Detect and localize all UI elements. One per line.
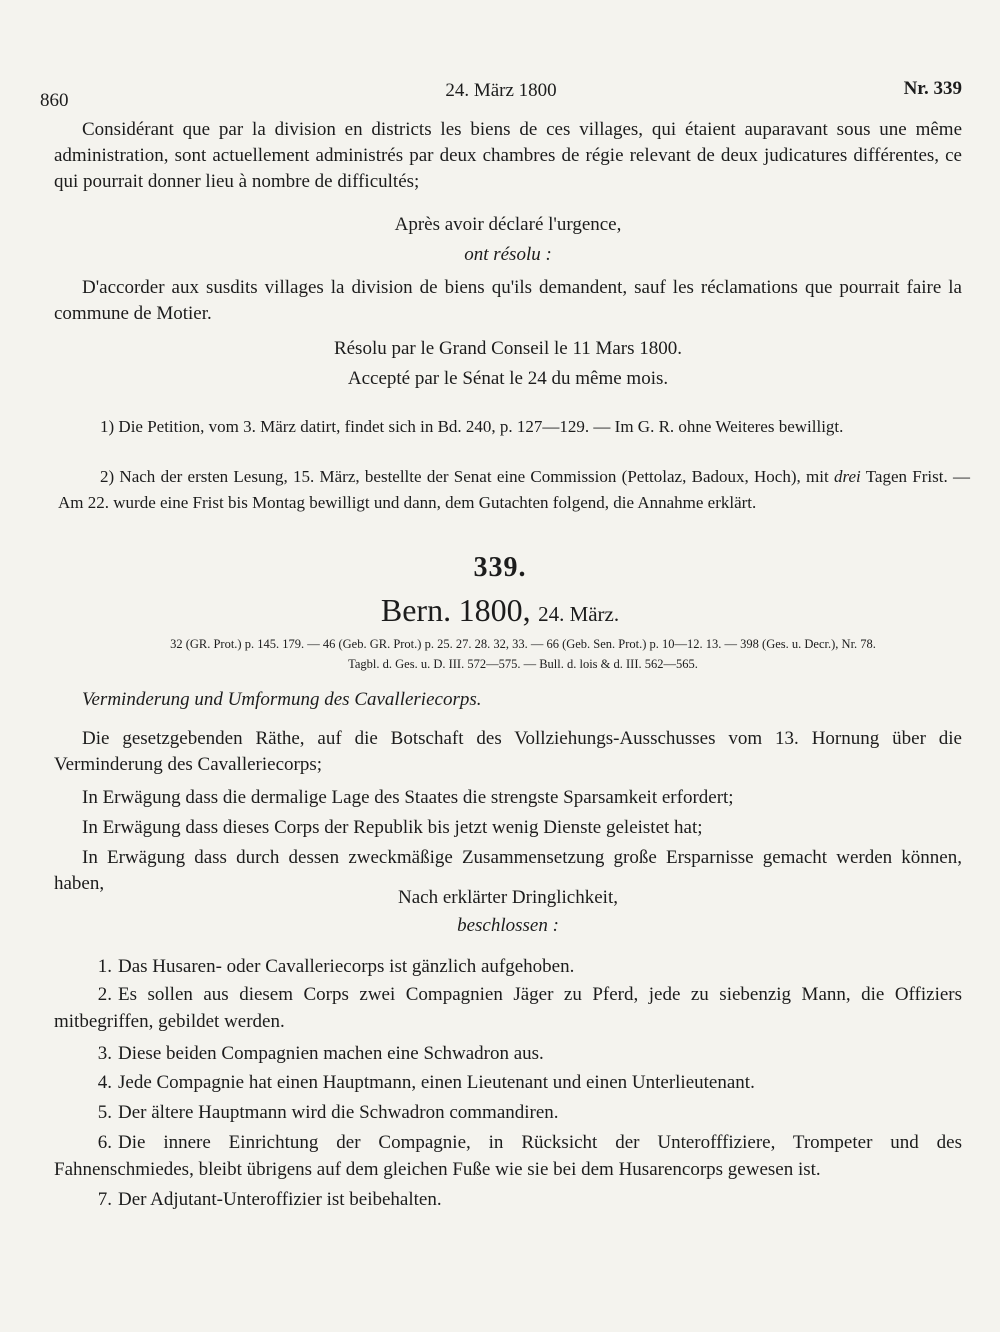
section-place: Bern.	[380, 592, 452, 628]
document-number: Nr. 339	[903, 78, 962, 99]
article-7	[54, 1186, 962, 1213]
article-5	[54, 1099, 962, 1126]
subject-heading: Verminderung und Umformung des Cavalleriecorps.	[82, 689, 482, 710]
ont-resolu-line: ont résolu :	[464, 244, 552, 265]
article-1	[54, 953, 962, 980]
dringlichkeit-line: Nach erklärter Dringlichkeit,	[398, 887, 618, 908]
erwaegung-2: In Erwägung dass dieses Corps der Republik bis jetzt wenig Dienste geleistet hat;	[82, 817, 703, 838]
article-number: 7.	[97, 1189, 112, 1210]
article-number: 6.	[97, 1132, 112, 1153]
article-number: 2.	[97, 984, 112, 1005]
section-number: 339.	[473, 552, 527, 583]
footnote-2-text-a: 2) Nach der ersten Lesung, 15. März, bestellte der Senat eine Commission (Pettolaz, Badoux, Hoch), mit	[100, 467, 834, 486]
running-header	[40, 78, 962, 111]
footnote-2-text-b: Tagen Frist. — Am 22. wurde eine Frist bis Montag bewilligt und dann, dem Gutachten folgend, die Annahme erklärt.	[58, 467, 970, 512]
article-6	[54, 1129, 962, 1183]
references-line-2: Tagbl. d. Ges. u. D. III. 572—575. — Bull. d. lois & d. III. 562—565.	[348, 657, 698, 671]
resolu-grand-conseil: Résolu par le Grand Conseil le 11 Mars 1800.	[333, 338, 683, 359]
article-number: 4.	[97, 1072, 112, 1093]
accepte-senat: Accepté par le Sénat le 24 du même mois.	[347, 368, 669, 389]
article-text: Jede Compagnie hat einen Hauptmann, einen Lieutenant und einen Unterlieutenant.	[118, 1072, 755, 1093]
article-text: Es sollen aus diesem Corps zwei Compagnien Jäger zu Pferd, jede zu siebenzig Mann, die Offiziers mitbegriffen, gebildet werden.	[54, 984, 962, 1032]
article-number: 1.	[97, 956, 112, 977]
references-line-1: 32 (GR. Prot.) p. 145. 179. — 46 (Geb. GR. Prot.) p. 25. 27. 28. 32, 33. — 66 (Geb. Sen. Prot.) p. 10—12. 13. — 398 (Ges. u. Decr.), Nr. 78.	[170, 637, 876, 651]
footnote-2	[58, 464, 970, 516]
article-number: 5.	[97, 1102, 112, 1123]
urgence-line: Après avoir déclaré l'urgence,	[394, 214, 622, 235]
erwaegung-1: In Erwägung dass die dermalige Lage des Staates die strengste Sparsamkeit erfordert;	[82, 787, 734, 808]
section-title	[0, 592, 1000, 629]
article-number: 3.	[97, 1043, 112, 1064]
article-3	[54, 1040, 962, 1067]
running-date: 24. März 1800	[445, 80, 557, 101]
article-4	[54, 1069, 962, 1096]
erwaegung-3: In Erwägung dass durch dessen zweckmäßige Zusammensetzung große Ersparnisse gemacht werden können, haben,	[54, 847, 962, 894]
article-2	[54, 981, 962, 1035]
considerant-paragraph: Considérant que par la division en districts les biens de ces villages, qui étaient auparavant sous une même administration, sont actuellement administrés par deux chambres de régie relevant de deux judicatures différentes, ce qui pourrait donner lieu à nombre de difficultés;	[54, 119, 962, 192]
footnote-1: 1) Die Petition, vom 3. März datirt, findet sich in Bd. 240, p. 127—129. — Im G. R. ohne Weiteres bewilligt.	[100, 417, 844, 436]
section-year: 1800,	[458, 592, 531, 628]
article-text: Die innere Einrichtung der Compagnie, in Rücksicht der Unterofffiziere, Trompeter und des Fahnenschmiedes, bleibt übrigens auf dem gleichen Fuße wie sie bei dem Husarencorps gewesen ist.	[54, 1132, 962, 1180]
page-number: 860	[40, 90, 69, 111]
section-date: 24. März.	[538, 602, 620, 626]
beschlossen-line: beschlossen :	[457, 915, 559, 936]
accorder-paragraph: D'accorder aux susdits villages la division de biens qu'ils demandent, sauf les réclamations que pourrait faire la commune de Motier.	[54, 277, 962, 324]
footnote-2-emphasis: drei	[833, 467, 861, 486]
article-text: Diese beiden Compagnien machen eine Schwadron aus.	[118, 1043, 544, 1064]
article-text: Der Adjutant-Unteroffizier ist beibehalten.	[118, 1189, 442, 1210]
intro-paragraph: Die gesetzgebenden Räthe, auf die Botschaft des Vollziehungs-Ausschusses vom 13. Hornung über die Verminderung des Cavalleriecorps;	[54, 728, 962, 775]
article-text: Das Husaren- oder Cavalleriecorps ist gänzlich aufgehoben.	[118, 956, 575, 977]
article-text: Der ältere Hauptmann wird die Schwadron commandiren.	[118, 1102, 559, 1123]
